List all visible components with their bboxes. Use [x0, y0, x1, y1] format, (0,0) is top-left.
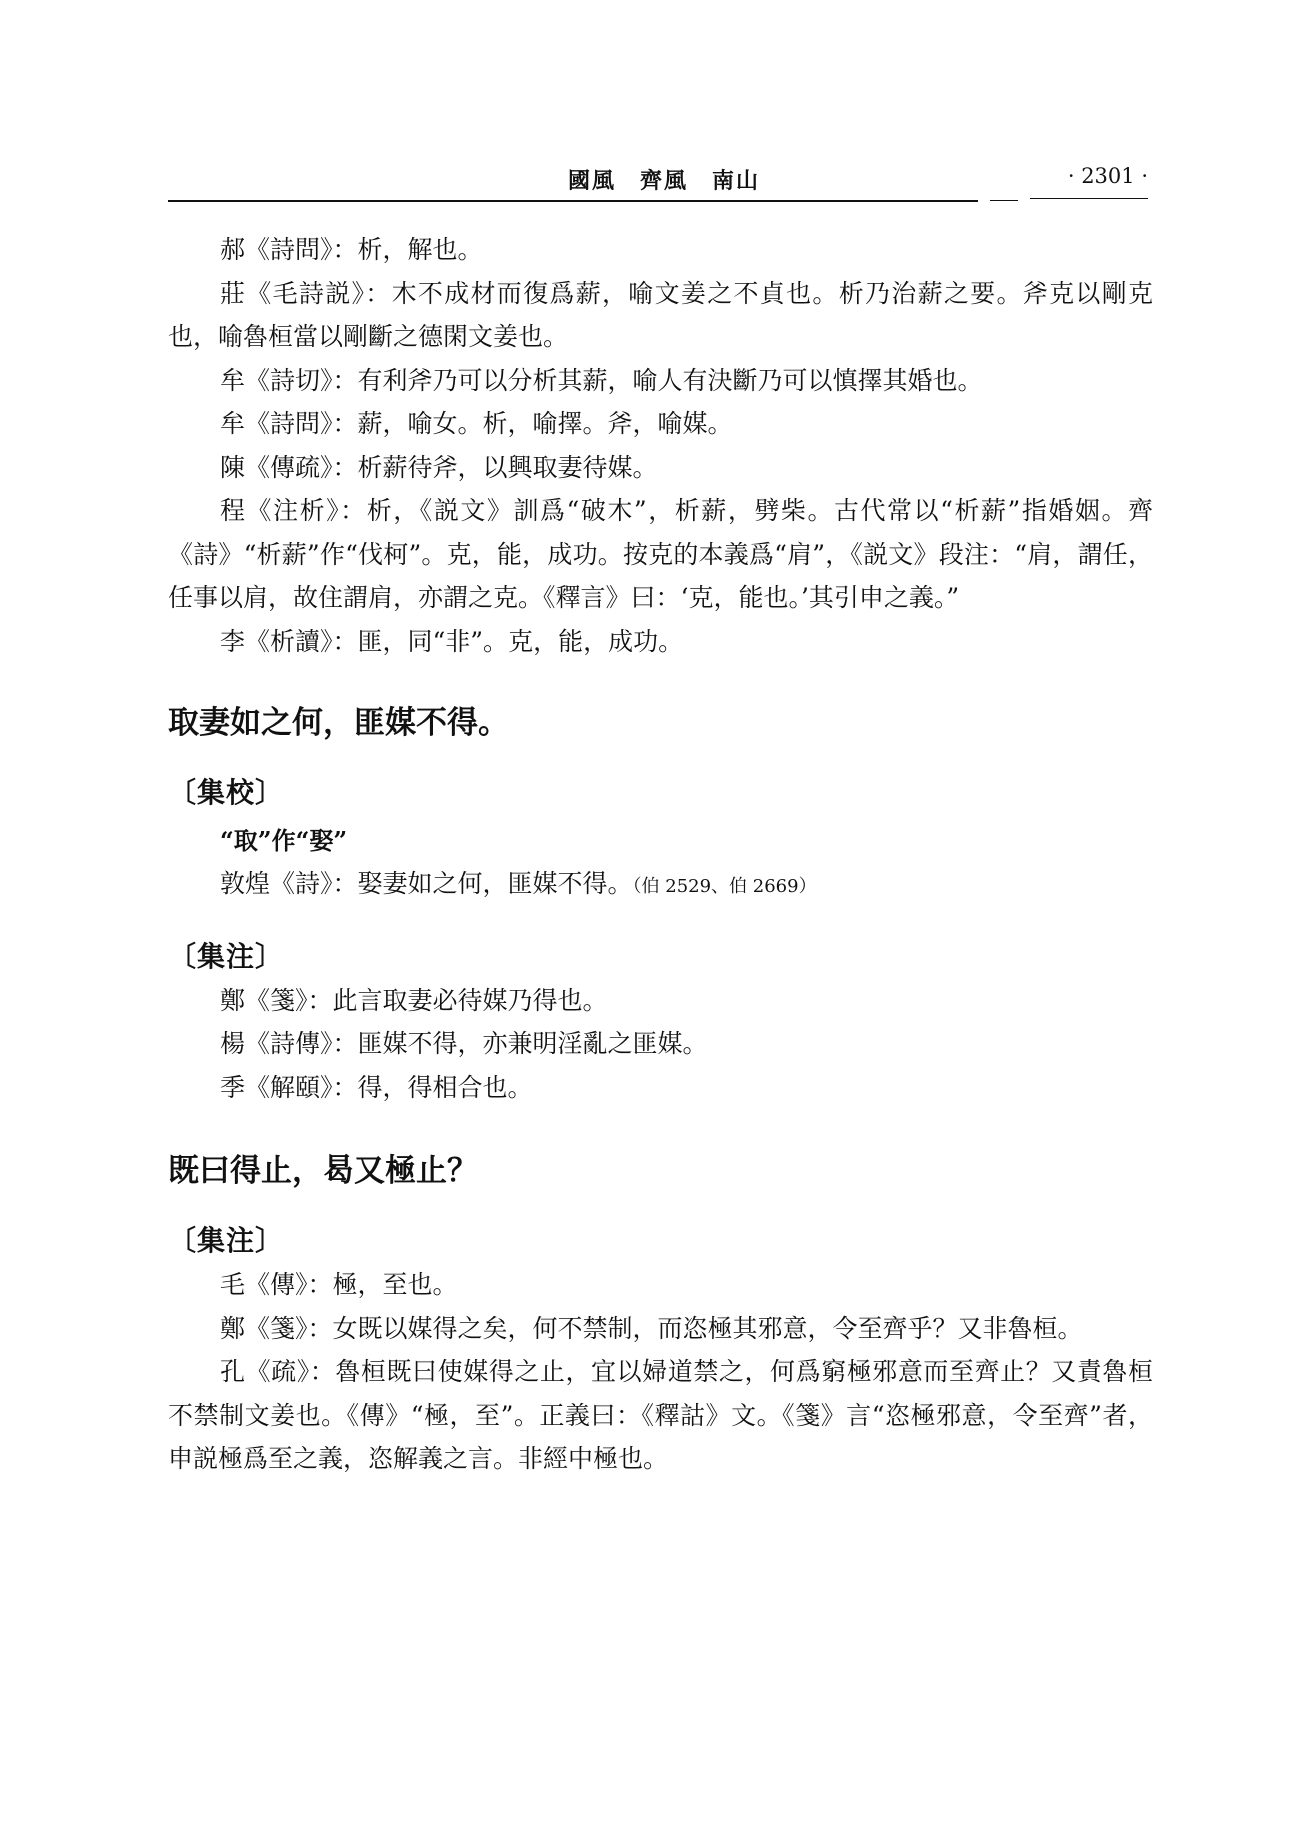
commentary-mou-shiwen: 牟《詩問》：薪，喻女。析，喻擇。斧，喻媒。 — [220, 409, 733, 438]
section-label-jizhu: 〔集注〕 — [168, 1224, 285, 1257]
section-label-jiaoxiao: 〔集校〕 — [168, 776, 285, 809]
header-title: 國風 齊風 南山 — [568, 168, 761, 194]
commentary-li: 李《析讀》：匪，同“非”。克，能，成功。 — [220, 626, 684, 656]
commentary-yang: 楊《詩傳》：匪媒不得，亦兼明淫亂之匪媒。 — [220, 1029, 708, 1058]
commentary-mou-shiqie: 牟《詩切》：有利斧乃可以分析其薪，喻人有決斷乃可以慎擇其婚也。 — [220, 365, 983, 395]
page-body — [168, 228, 1153, 1481]
page-number: · 2301 · — [1067, 164, 1148, 188]
dunhuang-text: 敦煌《詩》：娶妻如之何，匪媒不得。 — [220, 869, 633, 898]
header-rule-right — [1030, 198, 1148, 199]
commentary-kong: 孔《疏》：魯桓既曰使媒得之止，宜以婦道禁之，何爲窮極邪意而至齊止？又責魯桓不禁制文姜也。《傳》“極，至”。正義曰：《釋詁》文。《箋》言“恣極邪意，令至齊”者，申説極爲至之義，恣解義之言。非經中極也。 — [168, 1357, 1153, 1473]
running-header — [168, 160, 1148, 200]
dunhuang-note: （伯 2529、伯 2669） — [632, 876, 817, 897]
commentary-chen: 陳《傳疏》：析薪待斧，以興取妻待媒。 — [220, 452, 658, 482]
section-label-jizhu: 〔集注〕 — [168, 939, 285, 973]
verse-heading: 取妻如之何，匪媒不得。 — [168, 705, 509, 741]
variant-label: “取”作“娶” — [220, 826, 348, 855]
commentary-dunhuang — [168, 862, 1153, 909]
commentary-cheng: 程《注析》：析，《説文》訓爲“破木”，析薪，劈柴。古代常以“析薪”指婚姻。齊《詩》“析薪”作“伐柯”。克，能，成功。按克的本義爲“肩”，《説文》段注：“肩，謂任，任事以肩，故住謂肩，亦謂之克。《釋言》曰：‘克，能也。’其引申之義。” — [168, 496, 1153, 612]
commentary-zhuang: 莊《毛詩説》：木不成材而復爲薪，喻文姜之不貞也。析乃治薪之要。斧克以剛克也，喻魯桓當以剛斷之德閑文姜也。 — [168, 278, 1153, 351]
verse-heading: 既曰得止，曷又極止？ — [168, 1153, 478, 1189]
commentary-ji: 季《解頤》：得，得相合也。 — [220, 1072, 533, 1102]
header-rule — [168, 200, 978, 202]
commentary-zheng: 鄭《箋》：此言取妻必待媒乃得也。 — [220, 985, 608, 1015]
commentary-mao: 毛《傳》：極，至也。 — [220, 1270, 458, 1299]
header-rule-dash — [990, 200, 1018, 201]
commentary-zheng-jian: 鄭《箋》：女既以媒得之矣，何不禁制，而恣極其邪意，令至齊乎？又非魯桓。 — [220, 1313, 1083, 1343]
commentary-hao: 郝《詩問》：析，解也。 — [220, 235, 483, 264]
